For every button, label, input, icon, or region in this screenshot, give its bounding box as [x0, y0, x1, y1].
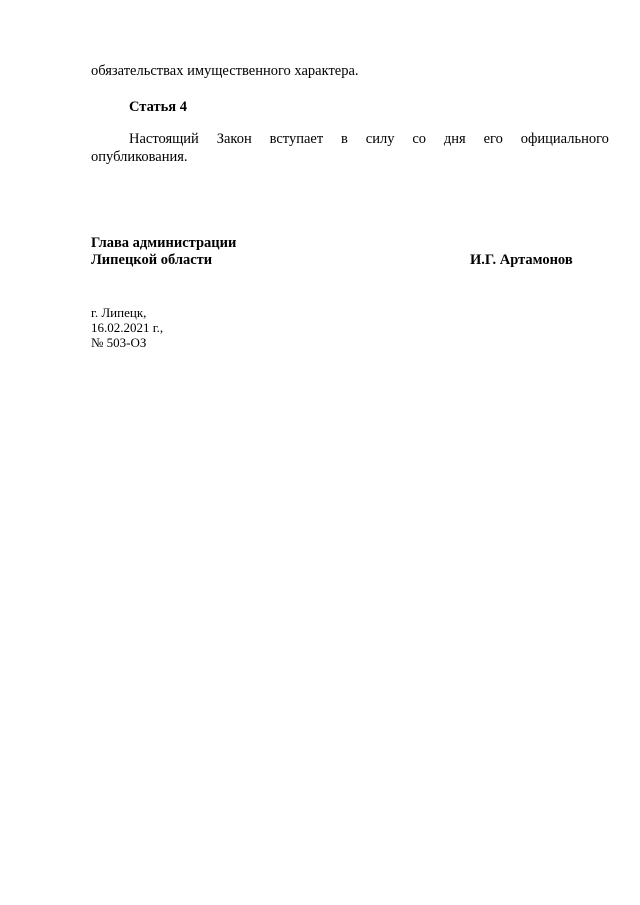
paragraph-word: вступает — [269, 131, 324, 147]
paragraph-word: официального — [520, 131, 609, 147]
signature-title-line2: Липецкой области — [91, 252, 213, 268]
article-paragraph-end: опубликования. — [91, 149, 188, 165]
paragraph-word: силу — [365, 131, 395, 147]
paragraph-word: его — [483, 131, 503, 147]
paragraph-word: в — [341, 131, 348, 147]
article-paragraph-first-line — [91, 130, 609, 148]
paragraph-word: дня — [443, 131, 466, 147]
paragraph-word: со — [412, 131, 427, 147]
footer-number: № 503-ОЗ — [91, 335, 147, 350]
footer-city: г. Липецк, — [91, 305, 147, 320]
article-heading: Статья 4 — [129, 99, 187, 115]
footer-date: 16.02.2021 г., — [91, 320, 164, 335]
signatory-name: И.Г. Артамонов — [470, 252, 573, 268]
carryover-text: обязательствах имущественного характера. — [91, 63, 359, 79]
paragraph-word: Настоящий — [129, 131, 199, 147]
signature-title-line1: Глава администрации — [91, 235, 237, 251]
paragraph-word: Закон — [216, 131, 252, 147]
